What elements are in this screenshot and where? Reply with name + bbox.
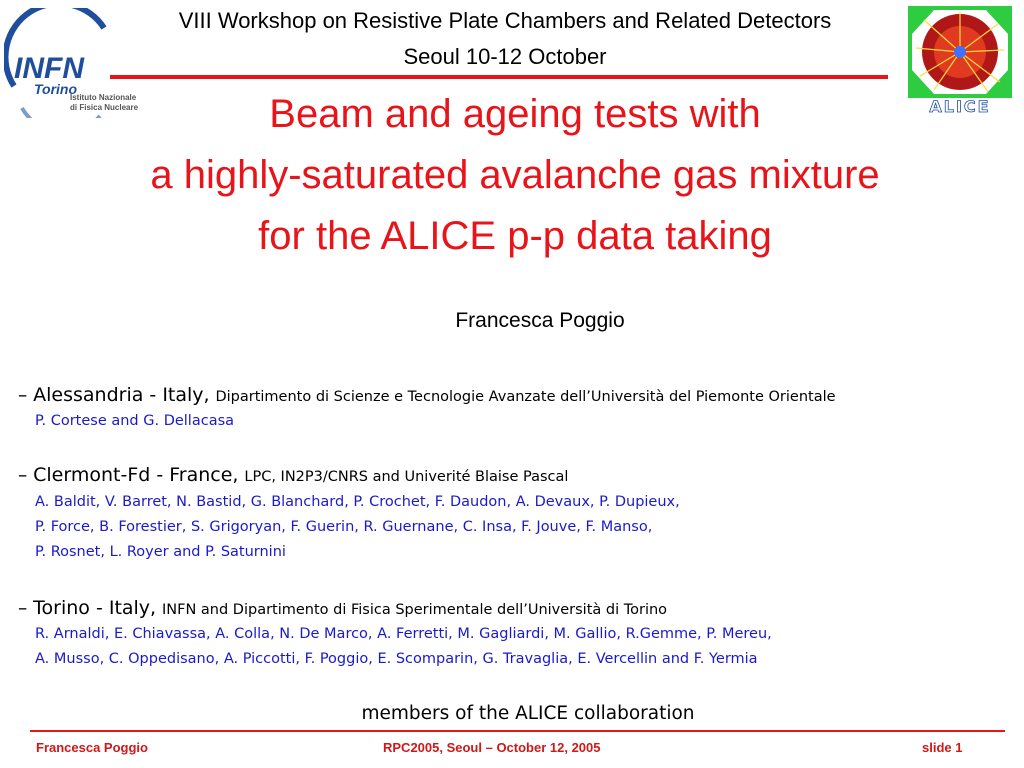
institution-place: Torino - Italy, — [33, 597, 157, 619]
institution-place: Alessandria - Italy, — [33, 384, 210, 406]
infn-logo-inst1: Istituto Nazionale — [70, 93, 137, 102]
names-line: P. Force, B. Forestier, S. Grigoryan, F. Guerin, R. Guernane, C. Insa, F. Jouve, F. Manso, — [35, 519, 653, 535]
footer-event: RPC2005, Seoul – October 12, 2005 — [383, 740, 601, 755]
names-line: P. Cortese and G. Dellacasa — [35, 413, 235, 429]
bullet: – — [18, 598, 28, 619]
footer-author: Francesca Poggio — [36, 740, 148, 755]
collaboration-note: members of the ALICE collaboration — [361, 703, 695, 724]
institution-alessandria — [18, 384, 836, 406]
title-line-3: for the ALICE p-p data taking — [258, 214, 772, 258]
names-line: A. Musso, C. Oppedisano, A. Piccotti, F. Poggio, E. Scomparin, G. Travaglia, E. Vercellin and F. Yermia — [35, 651, 758, 667]
workshop-venue: Seoul 10-12 October — [403, 44, 607, 69]
infn-logo-inst2: di Fisica Nucleare — [70, 103, 139, 112]
institution-desc: Dipartimento di Scienze e Tecnologie Avanzate dell’Università del Piemonte Orientale — [215, 389, 836, 405]
institution-desc: LPC, IN2P3/CNRS and Univerité Blaise Pascal — [244, 469, 569, 485]
names-line: R. Arnaldi, E. Chiavassa, A. Colla, N. De Marco, A. Ferretti, M. Gagliardi, M. Gallio, R.Gemme, P. Mereu, — [35, 626, 772, 642]
title-line-2: a highly-saturated avalanche gas mixture — [150, 153, 880, 197]
infn-logo-text: INFN — [14, 52, 84, 85]
workshop-title: VIII Workshop on Resistive Plate Chambers and Related Detectors — [178, 8, 832, 33]
names-line: A. Baldit, V. Barret, N. Bastid, G. Blanchard, P. Crochet, F. Daudon, A. Devaux, P. Dupieux, — [35, 494, 680, 510]
names-line: P. Rosnet, L. Royer and P. Saturnini — [35, 544, 286, 560]
institution-place: Clermont-Fd - France, — [33, 464, 239, 486]
bullet: – — [18, 465, 28, 486]
footer-rule — [30, 730, 1005, 732]
title-line-1: Beam and ageing tests with — [269, 92, 761, 136]
institution-torino — [18, 597, 667, 619]
institution-clermont — [18, 464, 568, 486]
author-name: Francesca Poggio — [455, 309, 625, 332]
bullet: – — [18, 385, 28, 406]
alice-logo-text: ALICE — [929, 97, 991, 114]
header-rule — [110, 75, 888, 79]
footer-slide-number: slide 1 — [922, 740, 963, 755]
infn-logo-subtext: Torino — [34, 81, 78, 97]
institution-desc: INFN and Dipartimento di Fisica Sperimentale dell’Università di Torino — [161, 602, 668, 618]
